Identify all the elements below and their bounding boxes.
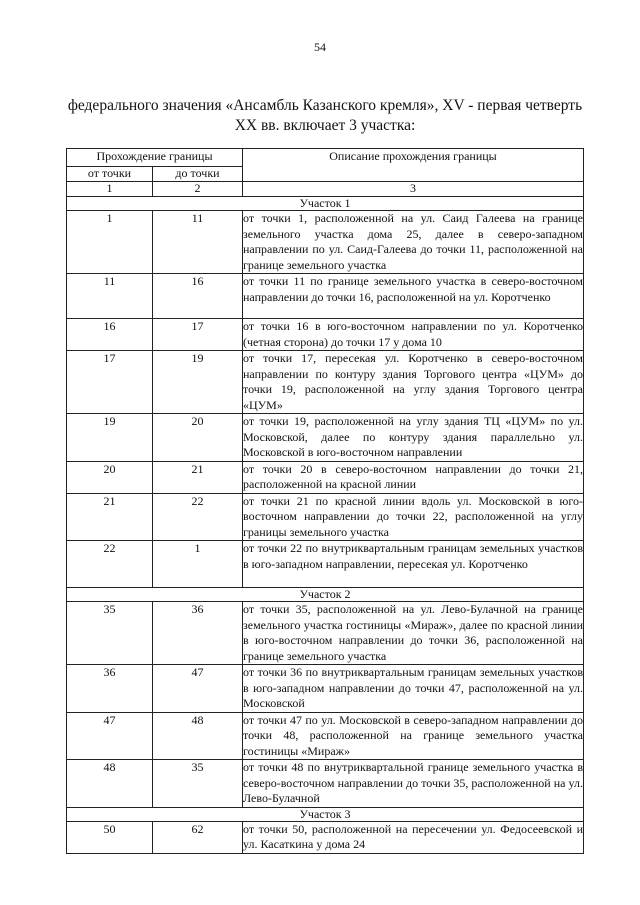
row-description: от точки 22 по внутриквартальным границам земельных участков в юго-западном направлении, пересекая ул. Коротченко [243,541,584,588]
row-from-point: 20 [67,461,153,493]
table-row [67,319,584,351]
table-row [67,493,584,541]
row-from-point: 36 [67,665,153,713]
page-number: 54 [314,40,326,54]
table-row [67,665,584,713]
row-description: от точки 36 по внутриквартальным границам земельных участков в юго-западном направлении до точки 47, расположенной на ул. Московской [243,665,583,710]
row-description: от точки 19, расположенной на углу здания ТЦ «ЦУМ» по ул. Московской, далее по контуру здания параллельно ул. Московской в юго-восточном направлении [243,414,583,459]
row-from-point: 21 [67,493,153,541]
row-from-point: 48 [67,760,153,808]
column-number-1: 1 [67,182,153,197]
row-description: от точки 11 по границе земельного участка в северо-восточном направлении до точки 16, расположенной на ул. Коротченко [243,274,584,319]
row-from-point: 50 [67,821,153,853]
table-row [67,414,584,462]
table-row [67,461,584,493]
header-to-point: до точки [153,167,243,182]
row-description: от точки 47 по ул. Московской в северо-западном направлении до точки 48, расположенной на границе земельного участка гостиницы «Мираж» [243,712,583,758]
row-to-point: 22 [153,493,243,541]
intro-paragraph [60,96,590,136]
row-from-point: 35 [67,602,153,665]
row-to-point: 62 [153,821,243,853]
table-row [67,274,584,319]
row-from-point: 17 [67,351,153,414]
row-to-point: 19 [153,351,243,414]
row-to-point: 36 [153,602,243,665]
table-row [67,712,584,760]
row-from-point: 19 [67,414,153,462]
section-title-3: Участок 3 [67,807,584,821]
column-number-3: 3 [243,182,584,197]
table-row [67,351,584,414]
table-row [67,602,584,665]
row-to-point: 17 [153,319,243,351]
row-from-point: 11 [67,274,153,319]
section-title-2: Участок 2 [67,588,584,602]
column-number-2: 2 [153,182,243,197]
table-row [67,541,584,588]
row-from-point: 16 [67,319,153,351]
header-from-point: от точки [67,167,153,182]
intro-line-1: федерального значения «Ансамбль Казанского кремля», XV - первая четверть [67,97,583,114]
row-description: от точки 1, расположенной на ул. Саид Галеева на границе земельного участка дома 25, далее в северо-западном направлении по ул. Саид-Галеева до точки 11, расположенной на границе земельного участка [243,211,583,272]
row-from-point: 22 [67,541,153,588]
row-from-point: 1 [67,211,153,274]
table-row [67,211,584,274]
row-to-point: 47 [153,665,243,713]
row-description: от точки 35, расположенной на ул. Лево-Булачной на границе земельного участка гостиницы «Мираж», далее по красной линии в юго-восточном направлении до точки 36, расположенной на границе земельного участка [243,602,583,663]
row-to-point: 21 [153,461,243,493]
row-description: от точки 20 в северо-восточном направлении до точки 21, расположенной на красной линии [243,461,583,491]
section-title-1: Участок 1 [67,197,584,211]
boundary-table [66,148,584,854]
intro-line-2: XX вв. включает 3 участка: [234,117,416,134]
row-to-point: 35 [153,760,243,808]
row-to-point: 1 [153,541,243,588]
header-description: Описание прохождения границы [243,149,584,182]
row-description: от точки 16 в юго-восточном направлении по ул. Коротченко (четная сторона) до точки 17 у дома 10 [243,319,583,349]
row-to-point: 48 [153,712,243,760]
row-to-point: 20 [153,414,243,462]
table-row [67,760,584,808]
header-boundary-passage: Прохождение границы [67,149,243,167]
table-row [67,821,584,853]
row-description: от точки 50, расположенной на пересечении ул. Федосеевской и ул. Касаткина у дома 24 [243,821,583,851]
row-from-point: 47 [67,712,153,760]
row-to-point: 16 [153,274,243,319]
row-description: от точки 17, пересекая ул. Коротченко в северо-восточном направлении по контуру здания Торгового центра «ЦУМ» до точки 19, расположенной на углу здания Торгового центра «ЦУМ» [243,351,583,412]
row-to-point: 11 [153,211,243,274]
row-description: от точки 48 по внутриквартальной границе земельного участка в северо-восточном направлении до точки 35, расположенной на ул. Лево-Булачной [243,760,583,805]
row-description: от точки 21 по красной линии вдоль ул. Московской в юго-восточном направлении до точки 22, расположенной на углу границы земельного участка [243,493,583,539]
